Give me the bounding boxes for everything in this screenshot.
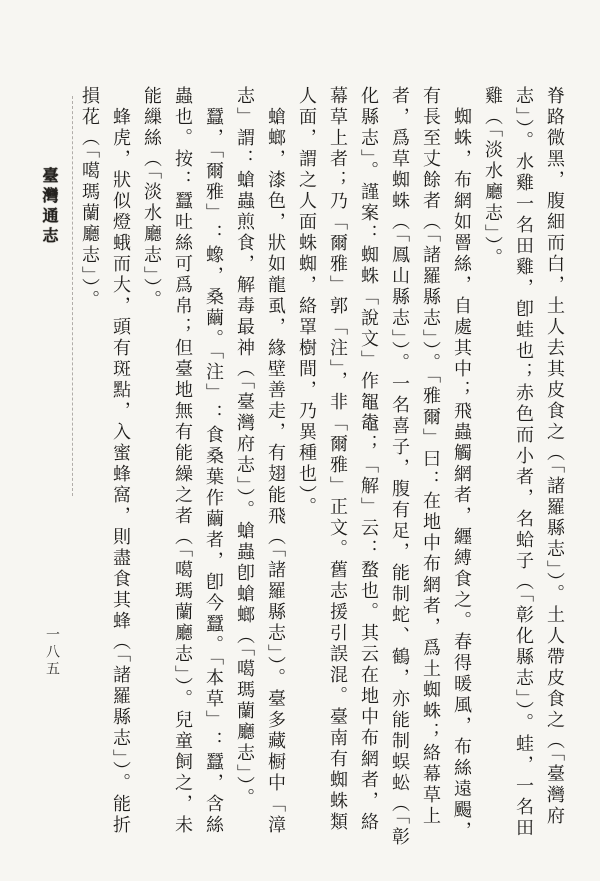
paragraph-bee-tiger-entry: 蜂虎，狀似燈蛾而大，頭有斑點，入蜜蜂窩，則盡食其蜂（「諸羅縣志」）。能折損花（「噶瑪蘭廳志」）。 <box>80 86 131 836</box>
paragraph-spider-entry: 蜘蛛，布網如罾絲，自處其中；飛蟲觸網者，纒縛食之。春得暖風，布絲遠颺，有長至丈餘者（「諸羅縣志」）。「雅爾」曰：在地中布網者，爲土蜘蛛；絡幕草上者，爲草蜘蛛（「鳳山縣志」）。一名喜子，腹有足，能制蛇、鶴，亦能制蜈蚣（「彰化縣志」。謹案：蜘蛛「說文」作鼅鼄；「解」云：蝥也。其云在地中布網者，絡幕草上者；乃「爾雅」郭「注」，非「爾雅」正文。舊志援引誤混。臺南有蜘蛛類人面，謂之人面蛛蜘，絡罩樹間，乃異種也）。 <box>297 86 472 848</box>
paragraph-frog-entry-continuation: 脊路微黑，腹細而白，土人去其皮食之（「諸羅縣志」）。土人帶皮食之（「臺灣府志」）。水雞一名田雞，卽蛙也；赤色而小者，名蛤子（「彰化縣志」）。蛙，一名田雞（「淡水廳志」）。 <box>483 86 565 839</box>
page-number: 一八五 <box>44 627 59 678</box>
paragraph-silkworm-entry: 蠶，「爾雅」：蟓，桑繭。「注」：食桑葉作繭者，卽今蠶。「本草」：蠶，含絲蟲也。按：蠶吐絲可爲帛；但臺地無有能繰之者（「噶瑪蘭廳志」）。兒童飼之，未能繅絲（「淡水廳志」）。 <box>142 86 224 836</box>
paragraph-cockroach-entry: 螥螂，漆色，狀如龍虱，緣壁善走，有翅能飛（「諸羅縣志」）。臺多藏橱中「漳志」謂：螥蟲煎食，解毒最神（「臺灣府志」）。螥蟲卽螥螂（「噶瑪蘭廳志」）。 <box>235 86 286 836</box>
book-title-margin: 臺灣通志 <box>40 167 57 247</box>
main-text-block <box>65 86 570 848</box>
